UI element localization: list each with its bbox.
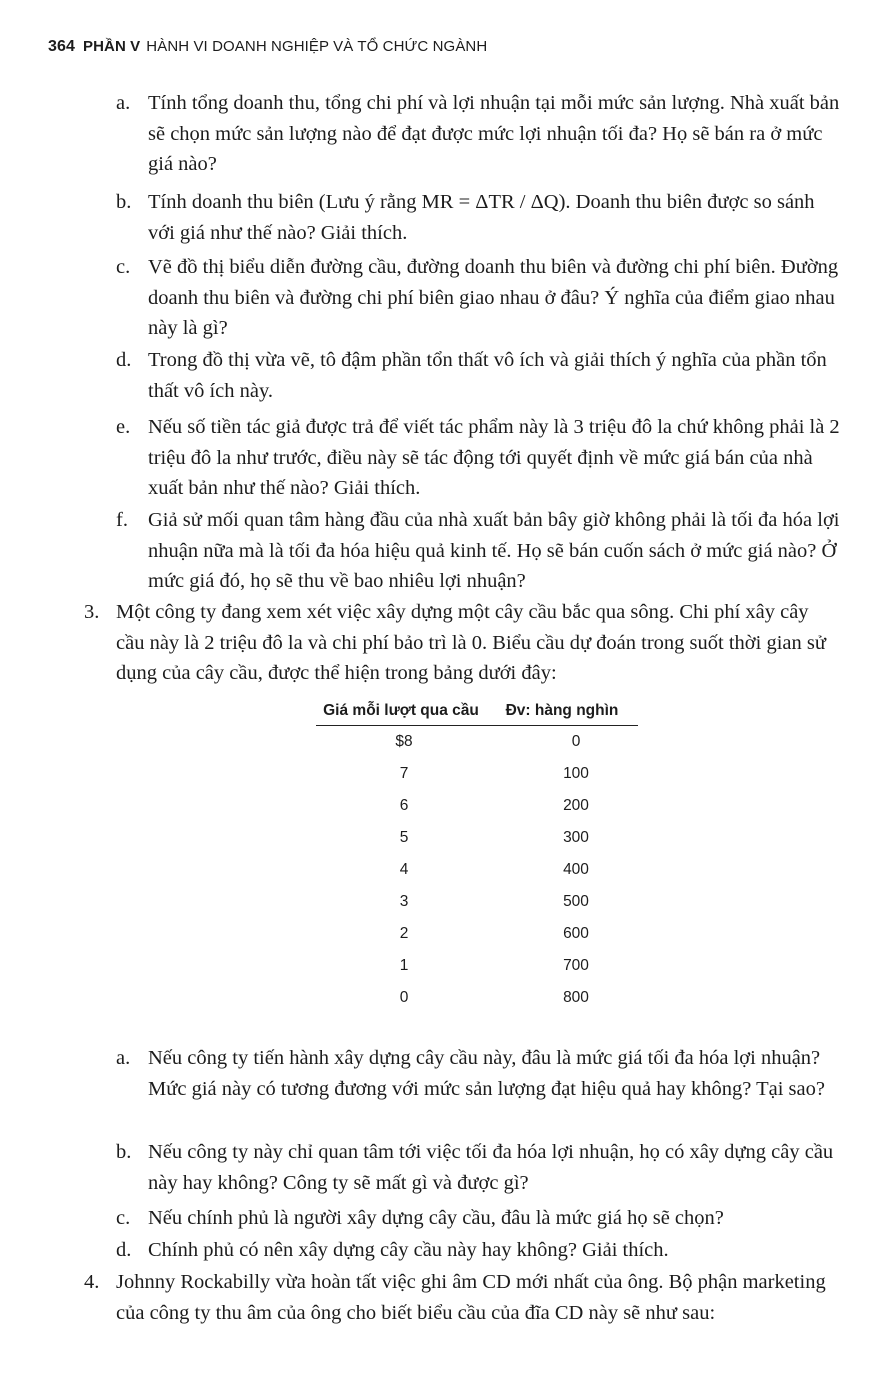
header-quantity: Đv: hàng nghìn [505, 702, 619, 719]
table-row [316, 886, 638, 918]
item-label: a. [116, 92, 131, 114]
header-price: Giá mỗi lượt qua cầu [323, 702, 479, 719]
item-text: Nếu công ty này chỉ quan tâm tới việc tối đa hóa lợi nhuận, họ có xây dựng cây cầu này hay không? Công ty sẽ mất gì và được gì? [148, 1141, 834, 1194]
page-number: 364 [48, 38, 75, 55]
table-row [316, 854, 638, 886]
q2-item-c [116, 252, 840, 344]
item-label: b. [116, 191, 132, 213]
quantity-cell: 100 [563, 765, 589, 782]
price-cell: 1 [399, 957, 409, 974]
table-row [316, 918, 638, 950]
table-row [316, 822, 638, 854]
table-row [316, 950, 638, 982]
q2-item-b [116, 187, 840, 248]
q3-item-c [116, 1203, 840, 1234]
item-text: Nếu chính phủ là người xây dựng cây cầu, đâu là mức giá họ sẽ chọn? [148, 1207, 724, 1229]
item-label: e. [116, 416, 131, 438]
price-cell: 5 [399, 829, 409, 846]
price-cell: 0 [399, 989, 409, 1006]
item-label: f. [116, 509, 128, 531]
table-row [316, 790, 638, 822]
item-text: Tính doanh thu biên (Lưu ý rằng MR = ΔTR / ΔQ). Doanh thu biên được so sánh với giá như thế nào? Giải thích. [148, 191, 815, 244]
quantity-cell: 300 [563, 829, 589, 846]
item-text: Giả sử mối quan tâm hàng đầu của nhà xuất bản bây giờ không phải là tối đa hóa lợi nhuận nữa mà là tối đa hóa hiệu quả kinh tế. Họ sẽ bán cuốn sách ở mức giá nào? Ở mức giá đó, họ sẽ thu về bao nhiêu lợi nhuận? [148, 509, 840, 592]
price-cell: 3 [399, 893, 409, 910]
quantity-cell: 800 [563, 989, 589, 1006]
q2-item-d [116, 345, 840, 406]
item-label: d. [116, 1239, 132, 1261]
quantity-cell: 400 [563, 861, 589, 878]
item-label: c. [116, 256, 131, 278]
item-text: Nếu công ty tiến hành xây dựng cây cầu này, đâu là mức giá tối đa hóa lợi nhuận? Mức giá này có tương đương với mức sản lượng đạt hiệu quả hay không? Tại sao? [148, 1047, 825, 1100]
q3-item-b [116, 1137, 840, 1198]
table-row [316, 758, 638, 790]
question-number: 4. [84, 1271, 100, 1293]
question-number: 3. [84, 601, 100, 623]
quantity-cell: 700 [563, 957, 589, 974]
table-row [316, 726, 638, 758]
price-cell: 7 [399, 765, 409, 782]
question-4 [84, 1267, 840, 1328]
price-cell: 2 [399, 925, 409, 942]
item-text: Tính tổng doanh thu, tổng chi phí và lợi nhuận tại mỗi mức sản lượng. Nhà xuất bản sẽ chọn mức sản lượng nào để đạt được mức lợi nhuận tối đa? Họ sẽ bán ra ở mức giá nào? [148, 92, 840, 175]
item-label: d. [116, 349, 132, 371]
demand-table [316, 697, 638, 1014]
price-cell: 4 [399, 861, 409, 878]
item-text: Chính phủ có nên xây dựng cây cầu này hay không? Giải thích. [148, 1239, 669, 1261]
question-text: Johnny Rockabilly vừa hoàn tất việc ghi âm CD mới nhất của ông. Bộ phận marketing của công ty thu âm của ông cho biết biểu cầu của đĩa CD này sẽ như sau: [116, 1271, 826, 1324]
quantity-cell: 200 [563, 797, 589, 814]
q3-item-d [116, 1235, 840, 1266]
table-row [316, 982, 638, 1014]
running-header [48, 38, 487, 56]
item-text: Trong đồ thị vừa vẽ, tô đậm phần tổn thất vô ích và giải thích ý nghĩa của phần tổn thất vô ích này. [148, 349, 827, 402]
q2-item-e [116, 412, 840, 504]
item-text: Nếu số tiền tác giả được trả để viết tác phẩm này là 3 triệu đô la chứ không phải là 2 triệu đô la như trước, điều này sẽ tác động tới quyết định về mức giá bán của nhà xuất bản như thế nào? Giải thích. [148, 416, 840, 499]
quantity-cell: 600 [563, 925, 589, 942]
item-text: Vẽ đồ thị biểu diễn đường cầu, đường doanh thu biên và đường chi phí biên. Đường doanh thu biên và đường chi phí biên giao nhau ở đâu? Ý nghĩa của điểm giao nhau này là gì? [148, 256, 839, 339]
q2-item-a [116, 88, 840, 180]
price-cell: $8 [395, 733, 413, 750]
chapter-title: HÀNH VI DOANH NGHIỆP VÀ TỔ CHỨC NGÀNH [146, 38, 488, 55]
table-header [316, 697, 638, 726]
q3-item-a [116, 1043, 840, 1104]
question-text: Một công ty đang xem xét việc xây dựng một cây cầu bắc qua sông. Chi phí xây cây cầu này là 2 triệu đô la và chi phí bảo trì là 0. Biểu cầu dự đoán trong suốt thời gian sử dụng của cây cầu, được thể hiện trong bảng dưới đây: [116, 601, 826, 684]
item-label: a. [116, 1047, 131, 1069]
price-cell: 6 [399, 797, 409, 814]
item-label: b. [116, 1141, 132, 1163]
item-label: c. [116, 1207, 131, 1229]
part-label: PHẦN V [83, 38, 141, 55]
q2-item-f [116, 505, 840, 597]
question-3 [84, 597, 840, 689]
quantity-cell: 0 [571, 733, 581, 750]
quantity-cell: 500 [563, 893, 589, 910]
